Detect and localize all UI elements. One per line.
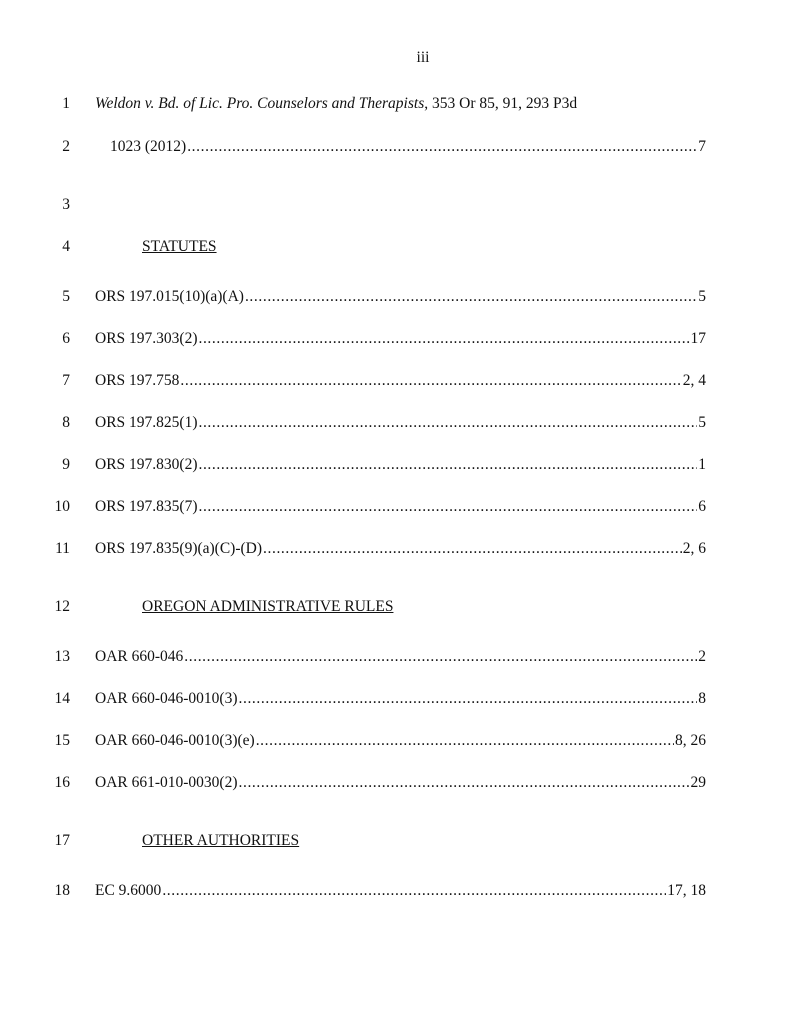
dot-leader xyxy=(239,688,698,710)
toc-entry-content xyxy=(95,370,706,392)
case-citation-part-2: 1023 (2012) xyxy=(110,138,187,155)
toc-entry-content xyxy=(95,730,706,752)
toc-entry xyxy=(0,496,800,518)
dot-leader xyxy=(184,646,697,668)
line-number: 4 xyxy=(62,238,70,255)
line-number: 5 xyxy=(62,288,70,305)
line-number: 12 xyxy=(54,598,70,615)
dot-leader xyxy=(239,772,690,794)
toc-entry-content xyxy=(95,454,706,476)
toc-entry xyxy=(0,772,800,794)
page-references: 6 xyxy=(698,498,706,515)
toc-entry-content xyxy=(95,688,706,710)
line-number: 15 xyxy=(54,732,70,749)
page-references: 2 xyxy=(698,648,706,665)
section-heading: OTHER AUTHORITIES xyxy=(142,832,300,849)
line-number: 3 xyxy=(62,196,70,213)
line-number: 7 xyxy=(62,372,70,389)
case-citation-first-line xyxy=(95,93,577,115)
line-number: 1 xyxy=(62,95,70,112)
toc-entry xyxy=(0,370,800,392)
authority-label: EC 9.6000 xyxy=(95,882,162,899)
toc-entry xyxy=(0,412,800,434)
toc-entry xyxy=(0,286,800,308)
line-number: 10 xyxy=(54,498,70,515)
page-references: 2, 4 xyxy=(682,372,706,389)
toc-entry-content xyxy=(95,496,706,518)
line-number: 16 xyxy=(54,774,70,791)
authority-label: ORS 197.835(7) xyxy=(95,498,198,515)
dot-leader xyxy=(180,370,681,392)
case-entry-line-2 xyxy=(0,136,800,158)
toc-entry-content xyxy=(95,646,706,668)
authority-label: ORS 197.758 xyxy=(95,372,180,389)
section-heading-other xyxy=(0,830,800,852)
blank-line xyxy=(0,194,800,216)
line-number: 2 xyxy=(62,138,70,155)
page-references: 17 xyxy=(690,330,706,347)
dot-leader xyxy=(198,412,697,434)
dot-leader xyxy=(245,286,697,308)
line-number: 9 xyxy=(62,456,70,473)
toc-entry-content xyxy=(95,772,706,794)
dot-leader xyxy=(198,496,697,518)
toc-entry-content xyxy=(95,412,706,434)
dot-leader xyxy=(187,136,697,158)
page-references: 8, 26 xyxy=(675,732,706,749)
page-references: 8 xyxy=(698,690,706,707)
authority-label: ORS 197.835(9)(a)(C)-(D) xyxy=(95,540,263,557)
section-heading-oar xyxy=(0,596,800,618)
toc-entry-content xyxy=(95,328,706,350)
toc-entry xyxy=(0,730,800,752)
dot-leader xyxy=(256,730,674,752)
section-heading-statutes xyxy=(0,236,800,258)
dot-leader xyxy=(263,538,682,560)
section-heading: STATUTES xyxy=(142,238,217,255)
authority-label: ORS 197.303(2) xyxy=(95,330,198,347)
line-number: 8 xyxy=(62,414,70,431)
line-number: 11 xyxy=(55,540,70,557)
toc-entry xyxy=(0,646,800,668)
case-pages: 7 xyxy=(698,138,706,155)
case-name: Weldon v. Bd. of Lic. Pro. Counselors and Therapists xyxy=(95,95,425,112)
authority-label: OAR 660-046 xyxy=(95,648,184,665)
page-references: 2, 6 xyxy=(682,540,706,557)
authority-label: OAR 660-046-0010(3) xyxy=(95,690,238,707)
page-references: 5 xyxy=(698,288,706,305)
page-references: 1 xyxy=(698,456,706,473)
toc-entry xyxy=(0,454,800,476)
authority-label: OAR 660-046-0010(3)(e) xyxy=(95,732,255,749)
toc-entry-content xyxy=(95,286,706,308)
toc-entry xyxy=(0,880,800,902)
toc-entry xyxy=(0,688,800,710)
case-entry-line-1 xyxy=(0,93,800,115)
page-number: iii xyxy=(416,49,430,66)
case-citation-second-line xyxy=(110,136,706,158)
line-number: 14 xyxy=(54,690,70,707)
dot-leader xyxy=(198,454,697,476)
toc-entry xyxy=(0,538,800,560)
line-number: 17 xyxy=(54,832,70,849)
dot-leader xyxy=(162,880,666,902)
authority-label: ORS 197.015(10)(a)(A) xyxy=(95,288,244,305)
authority-label: ORS 197.830(2) xyxy=(95,456,198,473)
line-number: 6 xyxy=(62,330,70,347)
toc-entry xyxy=(0,328,800,350)
section-heading: OREGON ADMINISTRATIVE RULES xyxy=(142,598,394,615)
page-references: 29 xyxy=(690,774,706,791)
authority-label: ORS 197.825(1) xyxy=(95,414,198,431)
toc-entry-content xyxy=(95,880,706,902)
toc-entry-content xyxy=(95,538,706,560)
line-number: 18 xyxy=(54,882,70,899)
page-references: 5 xyxy=(698,414,706,431)
authority-label: OAR 661-010-0030(2) xyxy=(95,774,238,791)
page-references: 17, 18 xyxy=(667,882,706,899)
case-citation-part-1: , 353 Or 85, 91, 293 P3d xyxy=(424,95,578,112)
line-number: 13 xyxy=(54,648,70,665)
dot-leader xyxy=(198,328,689,350)
